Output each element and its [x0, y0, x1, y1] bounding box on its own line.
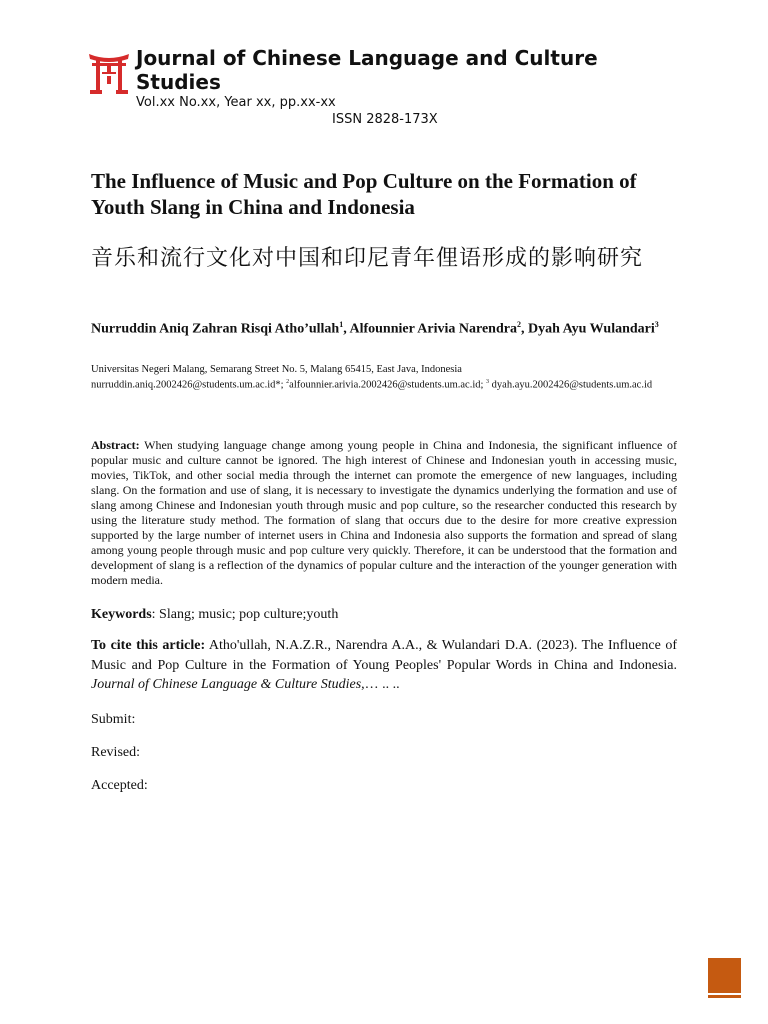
- keywords-label: Keywords: [91, 607, 152, 622]
- author-separator: ,: [520, 321, 528, 337]
- author-email[interactable]: nurruddin.aniq.2002426@students.um.ac.id*;: [91, 379, 284, 391]
- author-affiliation-mark: 2: [516, 320, 521, 329]
- author-email[interactable]: alfounnier.arivia.2002426@students.um.ac.id;: [289, 379, 484, 391]
- revised-date: Revised:: [91, 745, 140, 760]
- citation-label: To cite this article:: [91, 638, 206, 653]
- author-affiliation-mark: 3: [654, 320, 659, 329]
- citation-journal: Journal of Chinese Language & Culture Studies: [91, 677, 362, 692]
- abstract-text: When studying language change among young people in China and Indonesia, the significant influence of popular music and culture cannot be ignored. The high interest of Chinese and Indonesian youth in accessing music, movies, TikTok, and other social media through the internet can promote the emergence of new languages, including slang. On the formation and use of slang, it is necessary to investigate the dynamics underlying the formation and use of slang among Chinese and Indonesian youth through music and pop culture, so the researcher conducted this research by using the literature study method. The formation of slang that occurs due to the desire for more creative expression supported by the large number of internet users in China and Indonesia also supports the formation and spread of slang among young people through music and pop culture very quickly. Therefore, it can be understood that the formation and development of slang is a reflection of the dynamics of popular culture and the interaction of the younger generation with modern media.: [91, 438, 677, 587]
- author-list: [91, 315, 681, 339]
- author-name: Alfounnier Arivia Narendra: [349, 321, 517, 337]
- submit-date: Submit:: [91, 712, 136, 727]
- abstract: [91, 438, 677, 588]
- paper-title-chinese: 音乐和流行文化对中国和印尼青年俚语形成的影响研究: [91, 245, 644, 270]
- email-mark: 2: [286, 379, 290, 385]
- citation-tail: ,… .. ..: [361, 677, 400, 692]
- affiliation: Universitas Negeri Malang, Semarang Street No. 5, Malang 65415, East Java, Indonesia: [91, 364, 462, 375]
- author-email[interactable]: dyah.ayu.2002426@students.um.ac.id: [491, 379, 653, 391]
- author-name: Dyah Ayu Wulandari: [527, 321, 655, 337]
- citation: [91, 636, 677, 695]
- paper-title: The Influence of Music and Pop Culture on the Formation of Youth Slang in China and Indonesia: [91, 169, 637, 219]
- volume-line: Vol.xx No.xx, Year xx, pp.xx-xx: [136, 95, 336, 110]
- author-affiliation-mark: 1: [339, 320, 344, 329]
- page-corner-block: [708, 958, 741, 993]
- author-separator: ,: [343, 321, 350, 337]
- affiliation-block: [91, 363, 681, 392]
- journal-title: Journal of Chinese Language and Culture Studies: [136, 46, 598, 94]
- issn: ISSN 2828-173X: [332, 112, 438, 127]
- page-corner-underline: [708, 995, 741, 998]
- abstract-label: Abstract:: [91, 438, 140, 452]
- keywords: [91, 607, 677, 623]
- email-mark: 3: [486, 379, 490, 385]
- torii-gate-logo-icon: [88, 50, 130, 94]
- email-line: [91, 376, 681, 392]
- citation-text: Atho'ullah, N.A.Z.R., Narendra A.A., & Wulandari D.A. (2023). The Influence of Music and Pop Culture in the Formation of Young Peoples' Popular Words in China and Indonesia.: [91, 638, 677, 673]
- author-name: Nurruddin Aniq Zahran Risqi Atho’ullah: [91, 321, 340, 337]
- keywords-text: : Slang; music; pop culture;youth: [151, 607, 339, 622]
- accepted-date: Accepted:: [91, 778, 148, 793]
